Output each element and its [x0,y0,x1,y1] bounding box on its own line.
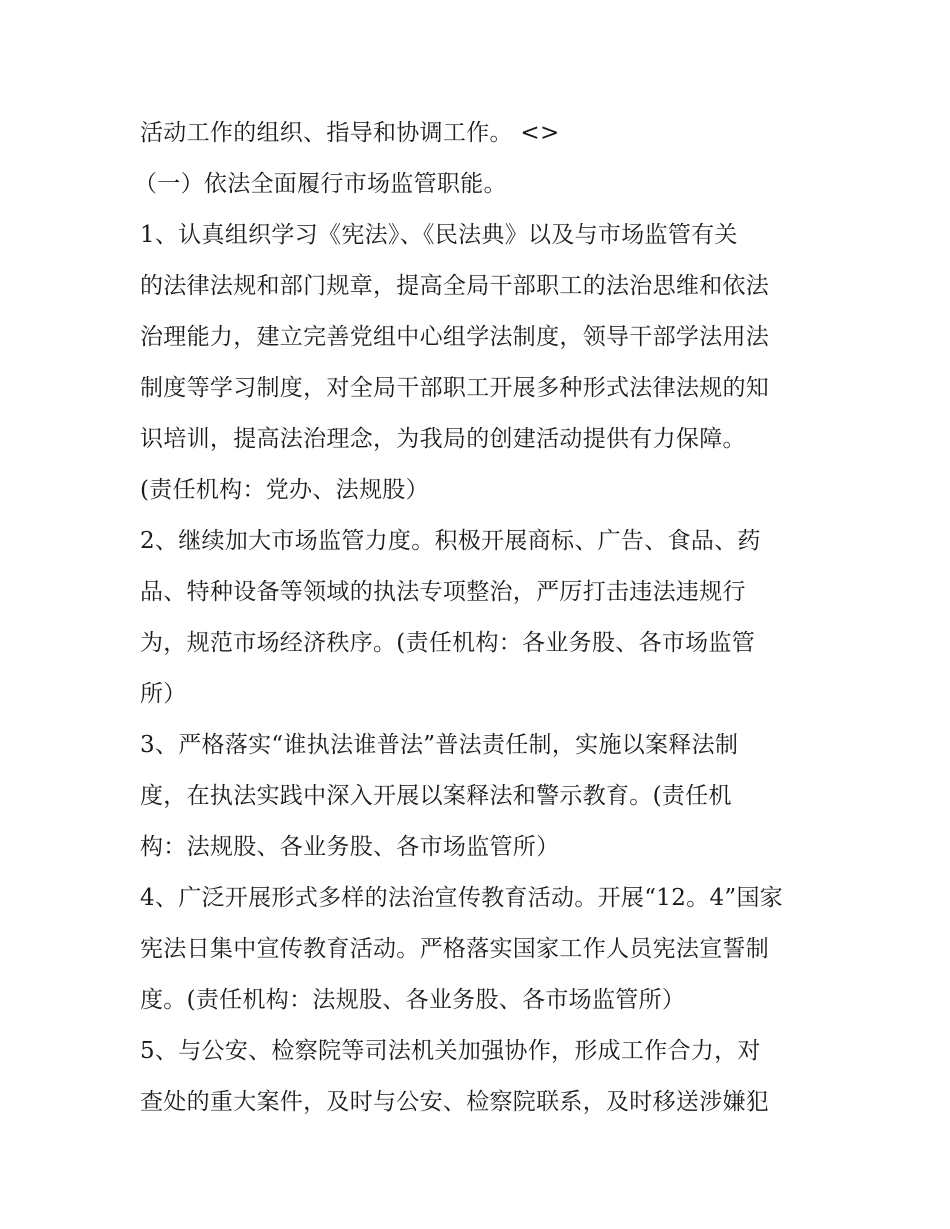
text-line: 为，规范市场经济秩序。(责任机构：各业务股、各市场监管 [140,630,756,656]
text-line: 治理能力，建立完善党组中心组学法制度，领导干部学法用法 [140,324,770,350]
text-line: (责任机构：党办、法规股） [140,477,429,503]
text-line: 所） [140,681,187,707]
text-line: 5、与公安、检察院等司法机关加强协作，形成工作合力，对 [140,1038,761,1064]
text-line: 查处的重大案件，及时与公安、检察院联系，及时移送涉嫌犯 [140,1089,770,1115]
text-line: 4、广泛开展形式多样的法治宣传教育活动。开展“12。4”国家 [140,885,784,911]
text-line: 制度等学习制度，对全局干部职工开展多种形式法律法规的知 [140,375,770,401]
text-line: 品、特种设备等领域的执法专项整治，严厉打击违法违规行 [140,579,746,605]
text-line: 构：法规股、各业务股、各市场监管所） [140,834,560,860]
text-line: 1、认真组织学习《宪法》、《民法典》以及与市场监管有关 [140,222,738,248]
text-line: 的法律法规和部门规章，提高全局干部职工的法治思维和依法 [140,273,770,299]
text-line: 度，在执法实践中深入开展以案释法和警示教育。(责任机 [140,783,732,809]
section-heading: （一）依法全面履行市场监管职能。 [134,171,507,197]
text-line: 活动工作的组织、指导和协调工作。 <> [140,120,560,146]
text-line: 3、严格落实“谁执法谁普法”普法责任制，实施以案释法制 [140,732,739,758]
text-line: 2、继续加大市场监管力度。积极开展商标、广告、食品、药 [140,528,761,554]
text-line: 度。(责任机构：法规股、各业务股、各市场监管所） [140,987,686,1013]
document-body [134,108,830,1128]
text-line: 宪法日集中宣传教育活动。严格落实国家工作人员宪法宣誓制 [140,936,770,962]
text-line: 识培训，提高法治理念，为我局的创建活动提供有力保障。 [140,426,746,452]
